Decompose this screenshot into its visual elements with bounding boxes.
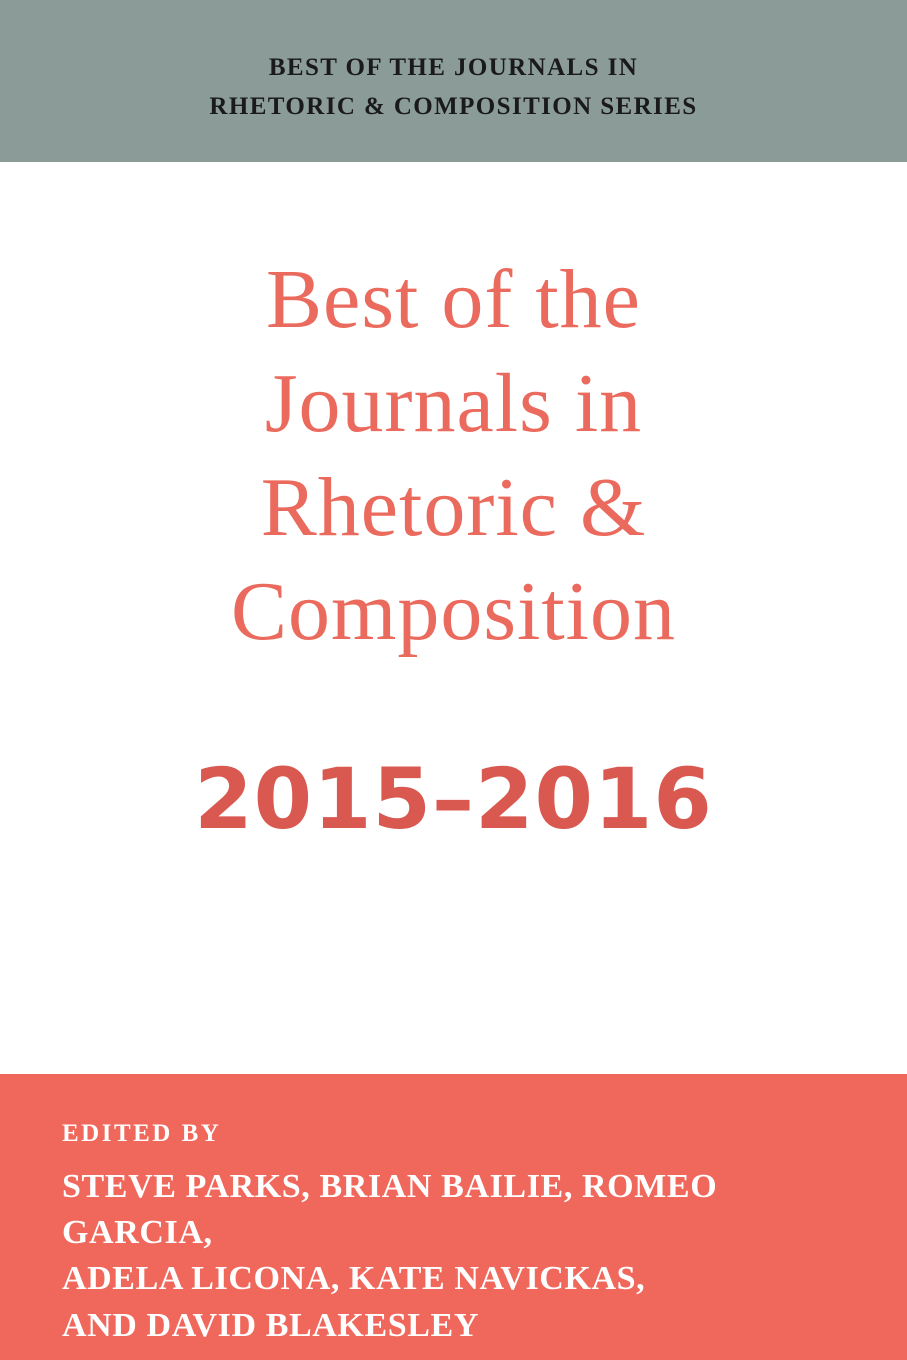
series-line-1: BEST OF THE JOURNALS IN — [268, 54, 639, 82]
year-range: 2015–2016 — [194, 750, 713, 848]
title-area — [0, 162, 907, 1074]
title-line-1: Best of the — [266, 253, 641, 346]
book-title — [60, 253, 847, 658]
editor-line-3: AND DAVID BLAKESLEY — [62, 1306, 479, 1344]
title-line-2: Journals in — [264, 357, 643, 450]
title-line-4: Composition — [230, 565, 677, 658]
editor-line-1: STEVE PARKS, BRIAN BAILIE, ROMEO GARCIA, — [62, 1168, 718, 1252]
series-line-2: RHETORIC & COMPOSITION SERIES — [209, 93, 698, 120]
series-band — [0, 0, 907, 162]
editors-band — [0, 1074, 907, 1360]
editor-line-2: ADELA LICONA, KATE NAVICKAS, — [62, 1260, 646, 1298]
title-line-3: Rhetoric & — [260, 461, 647, 554]
edited-by-label: EDITED BY — [62, 1120, 222, 1147]
